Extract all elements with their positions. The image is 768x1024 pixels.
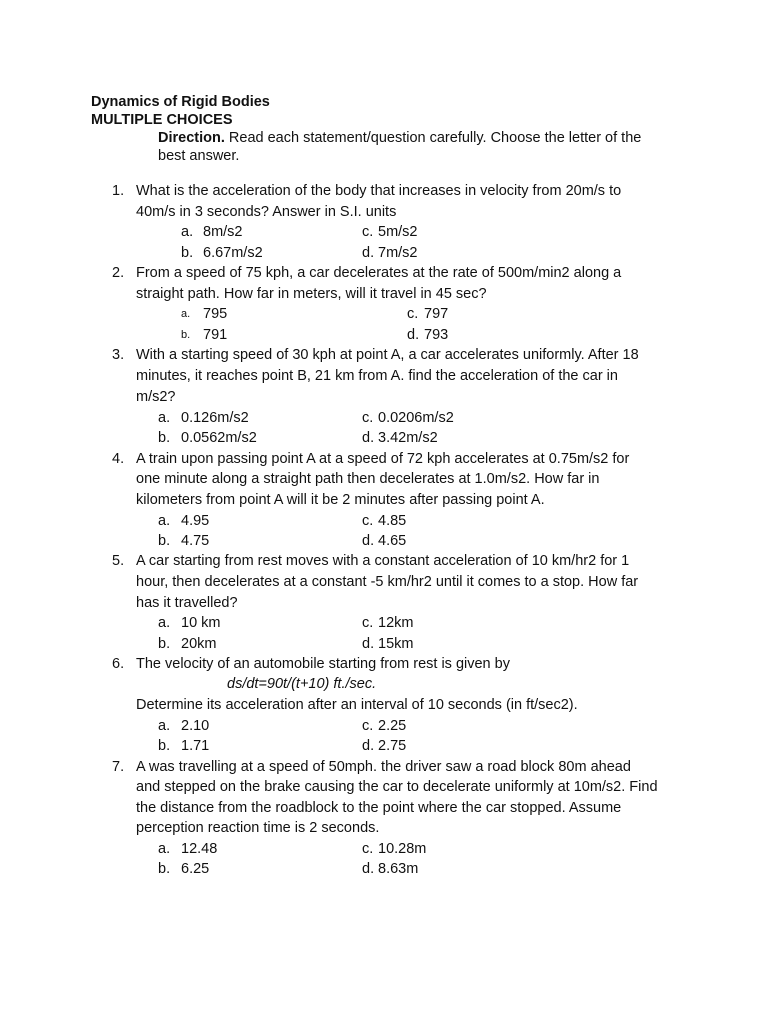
question-text-line: From a speed of 75 kph, a car decelerates at the rate of 500m/min2 along a [136, 265, 622, 281]
question-number: 2. [112, 265, 125, 281]
question-text-line: the distance from the roadblock to the point where the car stopped. Assume [136, 800, 622, 816]
choice-letter: a. [158, 718, 171, 734]
choice-letter: a. [158, 841, 171, 857]
choice-text: 2.25 [378, 718, 407, 734]
choice-letter: b. [158, 861, 171, 877]
question-text-line: m/s2? [136, 389, 176, 405]
choice-text: 10 km [181, 615, 221, 631]
choice-text: 0.0206m/s2 [378, 410, 454, 426]
question-number: 1. [112, 183, 125, 199]
question-text-line: kilometers from point A will it be 2 minutes after passing point A. [136, 492, 545, 508]
question-text-line: What is the acceleration of the body that increases in velocity from 20m/s to [136, 183, 622, 199]
choice-letter: d. [362, 533, 375, 549]
direction-line-2: best answer. [158, 148, 240, 164]
choice-text: 4.95 [181, 513, 210, 529]
question-number: 4. [112, 451, 125, 467]
question-number: 7. [112, 759, 125, 775]
choice-text: 1.71 [181, 738, 210, 754]
direction-text-1: Read each statement/question carefully. Choose the letter of the [224, 130, 642, 146]
choice-letter: b. [181, 245, 194, 261]
choice-text: 0.126m/s2 [181, 410, 249, 426]
question-text-line: straight path. How far in meters, will it travel in 45 sec? [136, 286, 487, 302]
choice-text: 7m/s2 [378, 245, 418, 261]
question-text-line: A car starting from rest moves with a constant acceleration of 10 km/hr2 for 1 [136, 553, 630, 569]
choice-letter: c. [362, 718, 374, 734]
question-text-line: A train upon passing point A at a speed of 72 kph accelerates at 0.75m/s2 for [136, 451, 630, 467]
choice-text: 4.75 [181, 533, 210, 549]
question-text-line: 40m/s in 3 seconds? Answer in S.I. units [136, 204, 397, 220]
choice-text: 791 [203, 327, 228, 343]
choice-letter: c. [362, 615, 374, 631]
choice-letter: d. [362, 861, 375, 877]
section-title: MULTIPLE CHOICES [91, 112, 233, 128]
choice-letter: c. [362, 224, 374, 240]
question-text-line: perception reaction time is 2 seconds. [136, 820, 380, 836]
course-title: Dynamics of Rigid Bodies [91, 94, 270, 110]
choice-letter: b. [158, 533, 171, 549]
choice-letter: d. [362, 430, 375, 446]
choice-text: 0.0562m/s2 [181, 430, 257, 446]
choice-letter: a. [158, 615, 171, 631]
choice-text: 8m/s2 [203, 224, 243, 240]
question-text-line: A was travelling at a speed of 50mph. the driver saw a road block 80m ahead [136, 759, 631, 775]
choice-letter: b. [158, 636, 171, 652]
question-text-line: hour, then decelerates at a constant -5 km/hr2 until it comes to a stop. How far [136, 574, 639, 590]
question-text-line: and stepped on the brake causing the car to decelerate uniformly at 10m/s2. Find [136, 779, 658, 795]
question-number: 5. [112, 553, 125, 569]
question-text-line: With a starting speed of 30 kph at point A, a car accelerates uniformly. After 18 [136, 347, 639, 363]
choice-text: 797 [424, 306, 449, 322]
choice-text: 795 [203, 306, 228, 322]
direction-line-1 [158, 128, 641, 148]
choice-text: 10.28m [378, 841, 427, 857]
question-text-line: The velocity of an automobile starting from rest is given by [136, 656, 510, 672]
choice-text: 8.63m [378, 861, 419, 877]
choice-letter: c. [362, 513, 374, 529]
choice-text: 6.67m/s2 [203, 245, 263, 261]
choice-letter: a. [181, 224, 194, 240]
choice-letter: c. [407, 306, 419, 322]
question-text-line: minutes, it reaches point B, 21 km from A. find the acceleration of the car in [136, 368, 618, 384]
choice-text: 15km [378, 636, 414, 652]
choice-letter: d. [362, 738, 375, 754]
question-number: 3. [112, 347, 125, 363]
choice-letter: a. [181, 308, 191, 320]
choice-text: 2.75 [378, 738, 407, 754]
choice-letter: d. [362, 636, 375, 652]
choice-letter: c. [362, 841, 374, 857]
choice-text: 4.85 [378, 513, 407, 529]
choice-text: 2.10 [181, 718, 210, 734]
choice-text: 3.42m/s2 [378, 430, 438, 446]
choice-letter: a. [158, 410, 171, 426]
choice-text: 5m/s2 [378, 224, 418, 240]
choice-letter: c. [362, 410, 374, 426]
question-text-line: Determine its acceleration after an interval of 10 seconds (in ft/sec2). [136, 697, 578, 713]
choice-text: 6.25 [181, 861, 210, 877]
choice-letter: b. [158, 430, 171, 446]
choice-text: 12.48 [181, 841, 218, 857]
choice-letter: d. [362, 245, 375, 261]
question-number: 6. [112, 656, 125, 672]
question-text-line: has it travelled? [136, 595, 238, 611]
choice-text: 12km [378, 615, 414, 631]
question-text-line: one minute along a straight path then decelerates at 1.0m/s2. How far in [136, 471, 600, 487]
choice-letter: b. [181, 329, 191, 341]
choice-text: 793 [424, 327, 449, 343]
choice-text: 4.65 [378, 533, 407, 549]
choice-letter: b. [158, 738, 171, 754]
direction-label: Direction. [158, 130, 225, 146]
choice-letter: a. [158, 513, 171, 529]
formula: ds/dt=90t/(t+10) ft./sec. [227, 676, 377, 692]
choice-letter: d. [407, 327, 420, 343]
choice-text: 20km [181, 636, 217, 652]
